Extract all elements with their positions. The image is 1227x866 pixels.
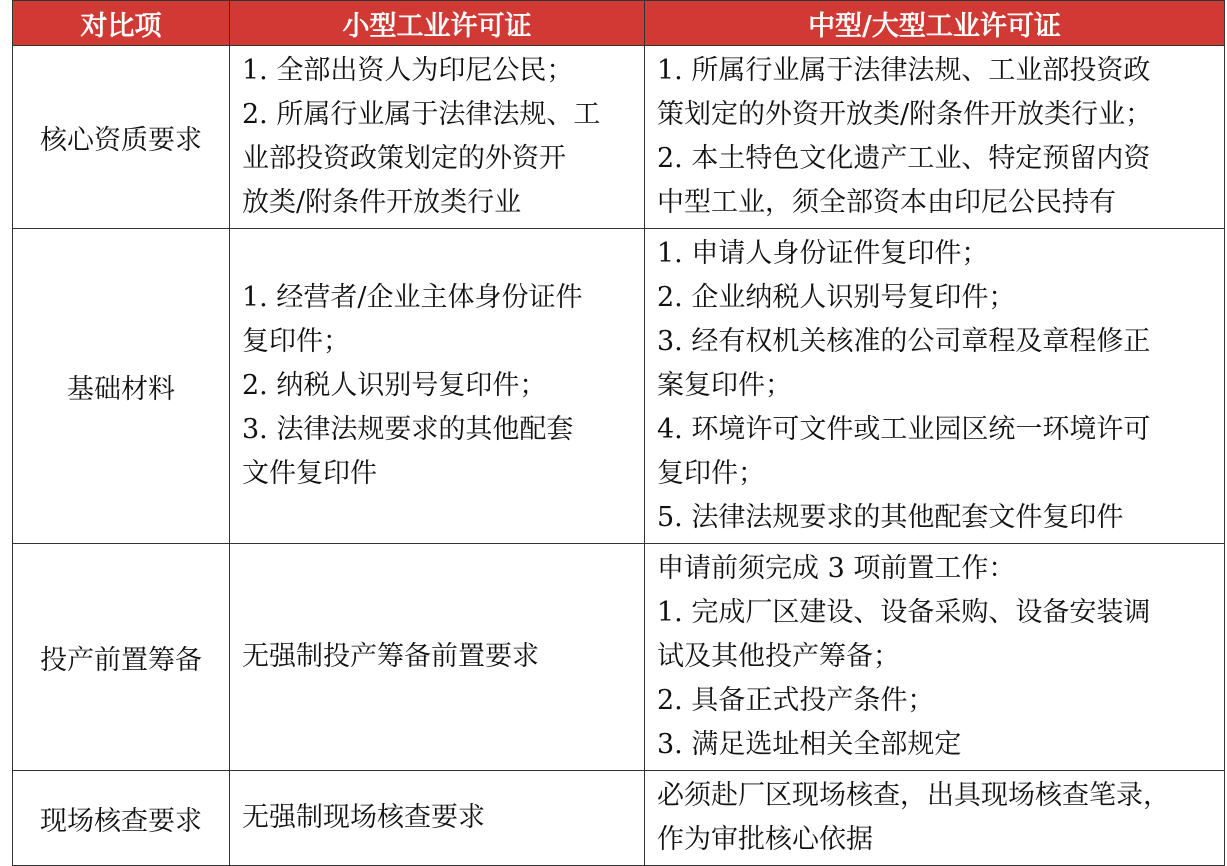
cell-line: 试及其他投产筹备； bbox=[657, 641, 900, 672]
table-row bbox=[13, 229, 1225, 544]
cell-line: 复印件； bbox=[242, 326, 350, 357]
cell-line: 放类/附条件开放类行业 bbox=[242, 187, 522, 218]
cell-line: 3. 经有权机关核准的公司章程及章程修正 bbox=[657, 326, 1151, 357]
table-row bbox=[13, 771, 1225, 866]
cell-line: 1. 全部出资人为印尼公民； bbox=[242, 55, 574, 86]
large-license-cell bbox=[645, 46, 1225, 229]
cell-line: 无强制现场核查要求 bbox=[242, 802, 485, 833]
cell-line: 2. 企业纳税人识别号复印件； bbox=[657, 282, 1016, 313]
cell-line: 业部投资政策划定的外资开 bbox=[242, 143, 566, 174]
cell-line: 1. 所属行业属于法律法规、工业部投资政 bbox=[657, 55, 1151, 86]
row-label: 核心资质要求 bbox=[13, 46, 230, 229]
cell-line: 1. 申请人身份证件复印件； bbox=[657, 238, 989, 269]
row-label: 现场核查要求 bbox=[13, 771, 230, 866]
cell-line: 5. 法律法规要求的其他配套文件复印件 bbox=[657, 502, 1124, 533]
row-label: 基础材料 bbox=[13, 229, 230, 544]
large-license-cell bbox=[645, 544, 1225, 771]
table-row bbox=[13, 46, 1225, 229]
header-small-license: 小型工业许可证 bbox=[230, 1, 645, 46]
cell-line: 4. 环境许可文件或工业园区统一环境许可 bbox=[657, 414, 1151, 445]
table-header-row bbox=[13, 1, 1225, 46]
small-license-cell bbox=[230, 46, 645, 229]
cell-line: 文件复印件 bbox=[242, 458, 377, 489]
row-label: 投产前置筹备 bbox=[13, 544, 230, 771]
small-license-cell bbox=[230, 544, 645, 771]
small-license-cell bbox=[230, 229, 645, 544]
cell-line: 2. 本土特色文化遗产工业、特定预留内资 bbox=[657, 143, 1151, 174]
cell-line: 1. 经营者/企业主体身份证件 bbox=[242, 282, 583, 313]
comparison-table bbox=[12, 0, 1225, 866]
cell-line: 2. 所属行业属于法律法规、工 bbox=[242, 99, 601, 130]
cell-line: 无强制投产筹备前置要求 bbox=[242, 641, 539, 672]
table-row bbox=[13, 544, 1225, 771]
large-license-cell bbox=[645, 771, 1225, 866]
cell-line: 作为审批核心依据 bbox=[657, 824, 873, 855]
cell-line: 2. 具备正式投产条件； bbox=[657, 685, 935, 716]
cell-line: 1. 完成厂区建设、设备采购、设备安装调 bbox=[657, 597, 1151, 628]
cell-line: 中型工业，须全部资本由印尼公民持有 bbox=[657, 187, 1116, 218]
cell-line: 2. 纳税人识别号复印件； bbox=[242, 370, 547, 401]
header-comparison-item: 对比项 bbox=[13, 1, 230, 46]
small-license-cell bbox=[230, 771, 645, 866]
large-license-cell bbox=[645, 229, 1225, 544]
cell-line: 申请前须完成 3 项前置工作： bbox=[657, 553, 1016, 584]
cell-line: 必须赴厂区现场核查，出具现场核查笔录， bbox=[657, 780, 1170, 811]
cell-line: 案复印件； bbox=[657, 370, 792, 401]
cell-line: 策划定的外资开放类/附条件开放类行业； bbox=[657, 99, 1153, 130]
cell-line: 复印件； bbox=[657, 458, 765, 489]
cell-line: 3. 满足选址相关全部规定 bbox=[657, 729, 962, 760]
cell-line: 3. 法律法规要求的其他配套 bbox=[242, 414, 574, 445]
header-medium-large-license: 中型/大型工业许可证 bbox=[645, 1, 1225, 46]
